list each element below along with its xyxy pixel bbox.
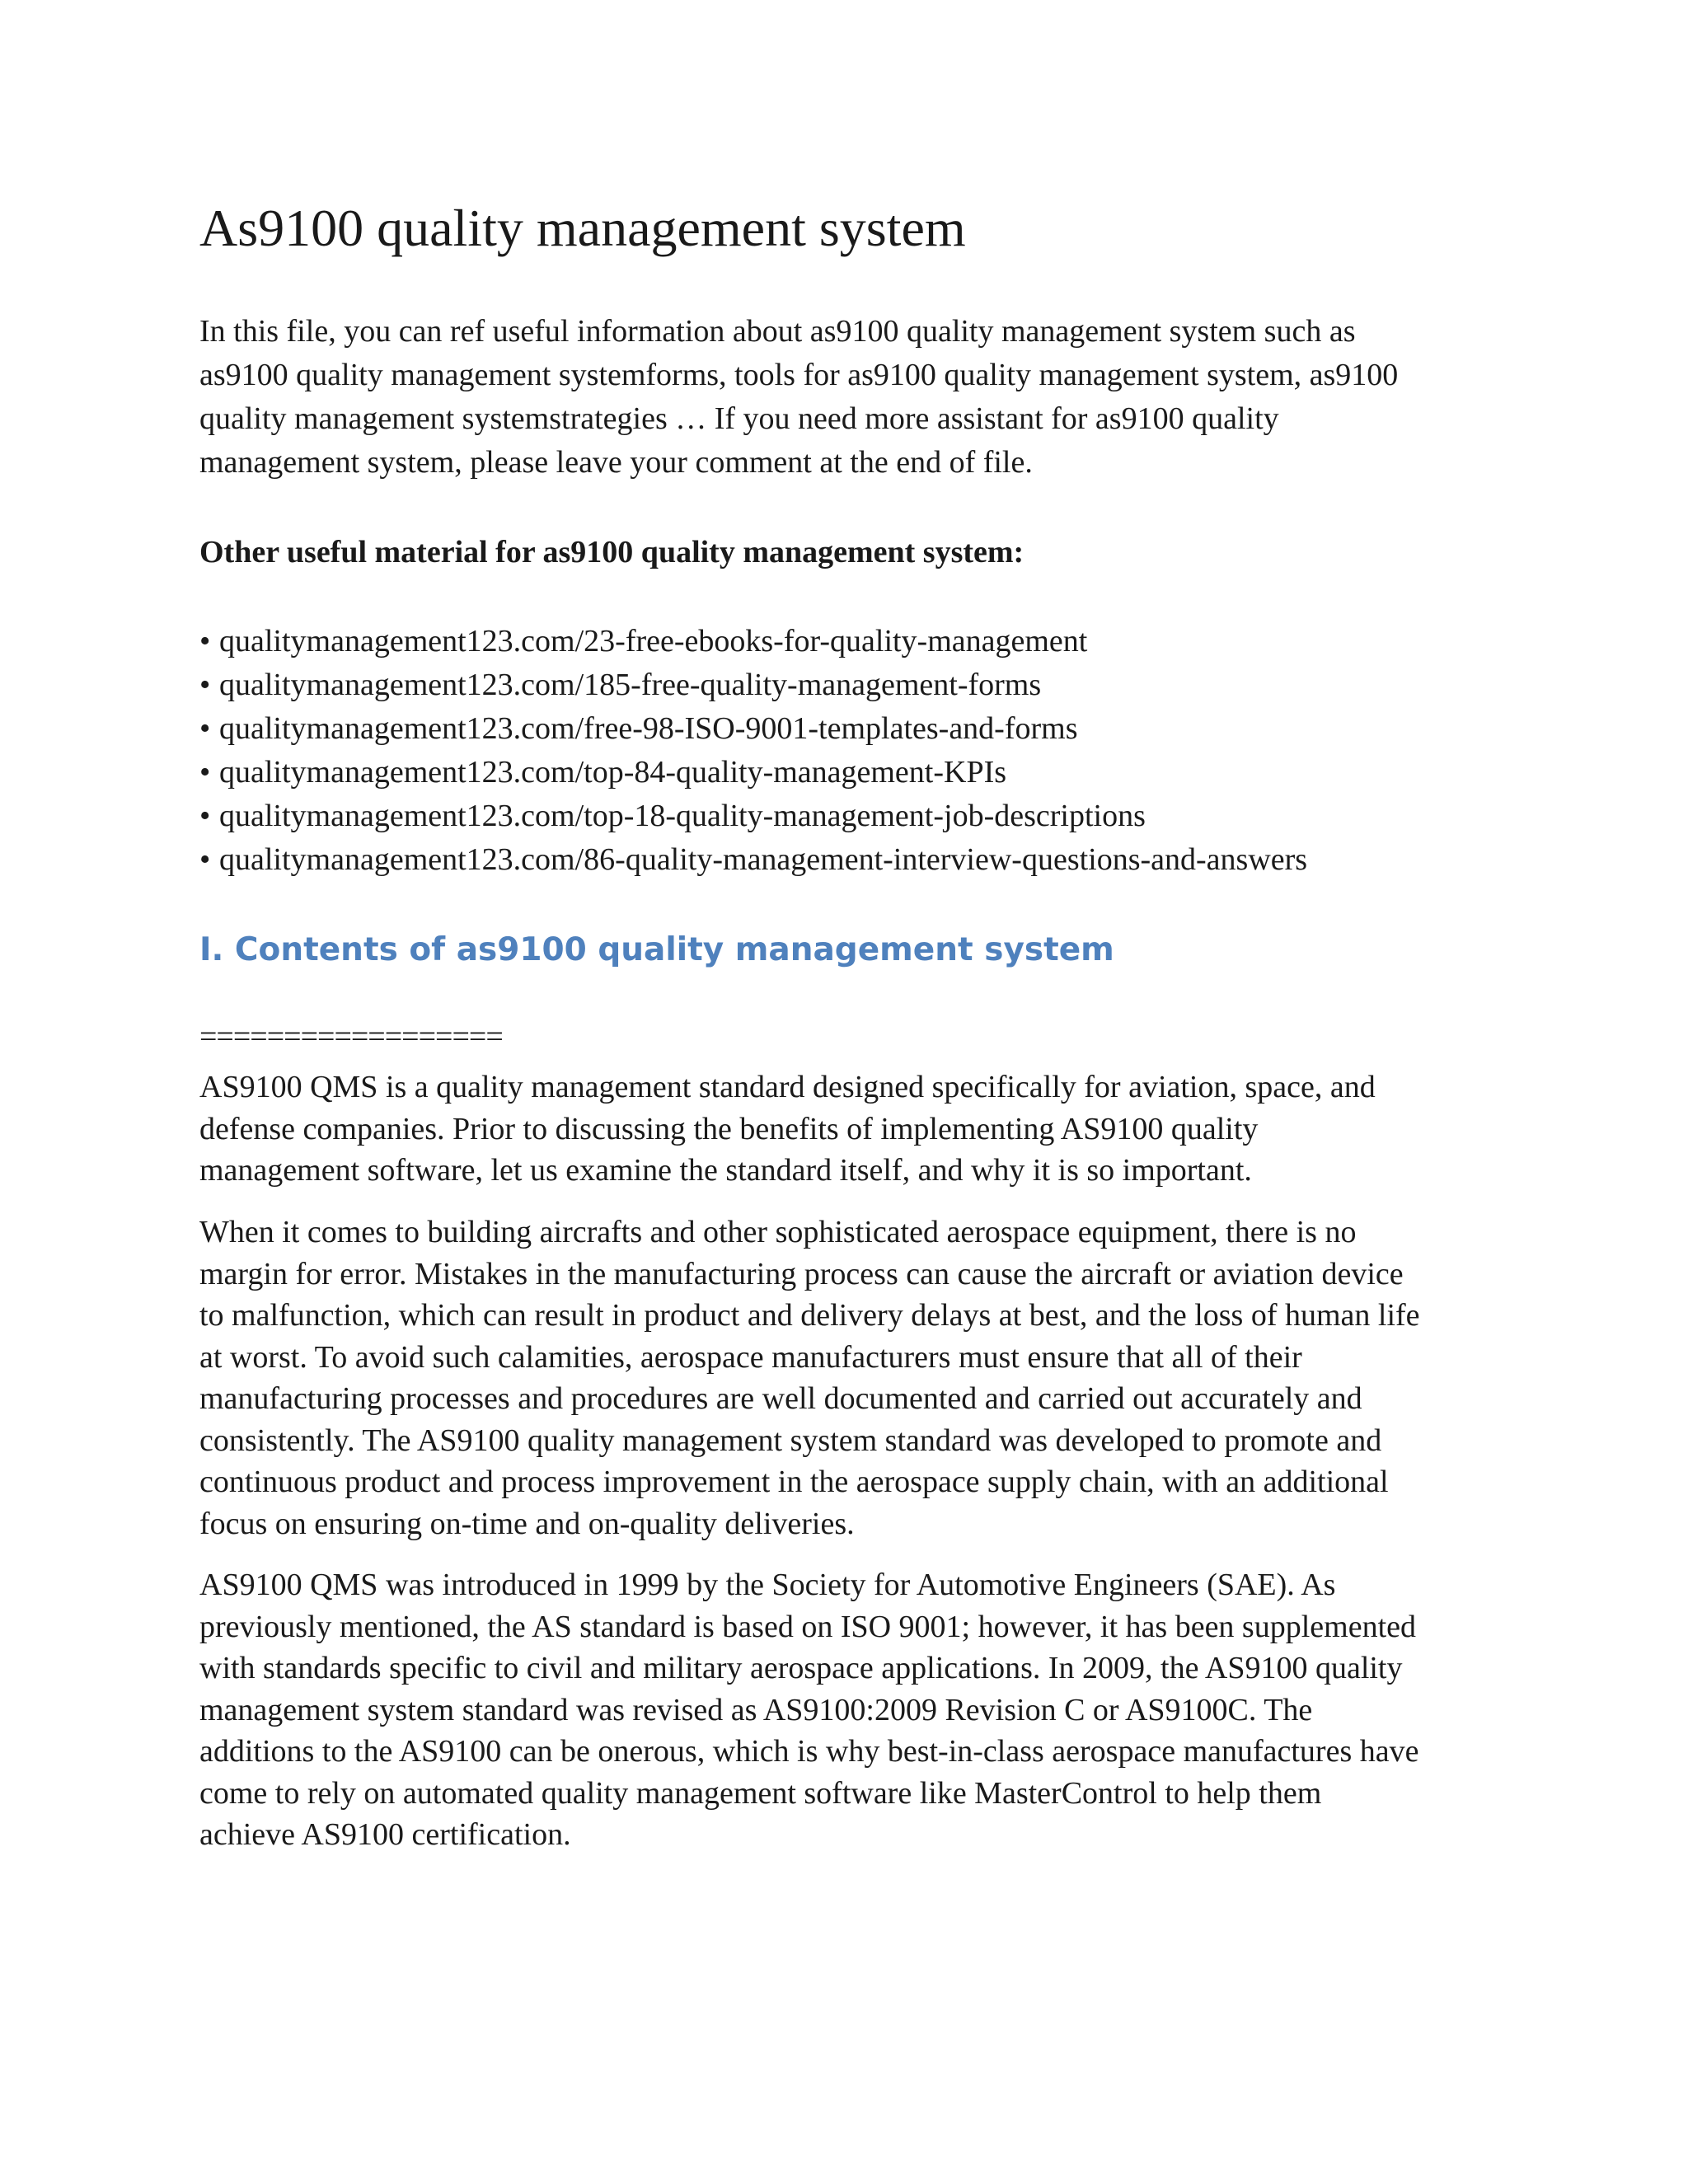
material-heading: Other useful material for as9100 quality management system: [199,535,1025,569]
material-link-list [199,620,1307,882]
intro-line: management system, please leave your comment at the end of file. [199,445,1033,480]
document-title: As9100 quality management system [199,199,966,257]
intro-line: as9100 quality management systemforms, tools for as9100 quality management system, as9100 [199,358,1399,392]
body-paragraph-2 [199,1212,1502,1544]
intro-paragraph [199,310,1502,485]
paragraph-line: AS9100 QMS was introduced in 1999 by the Society for Automotive Engineers (SAE). As [199,1568,1336,1602]
paragraph-line: previously mentioned, the AS standard is based on ISO 9001; however, it has been supplemented [199,1609,1416,1644]
intro-line: In this file, you can ref useful information about as9100 quality management system such as [199,314,1356,349]
material-link-text[interactable]: qualitymanagement123.com/free-98-ISO-9001-templates-and-forms [219,711,1078,746]
material-link-item[interactable] [199,794,1307,838]
paragraph-line: When it comes to building aircrafts and other sophisticated aerospace equipment, there is no [199,1215,1357,1249]
section-heading: I. Contents of as9100 quality management system [199,931,1114,968]
bullet-icon: • [199,842,211,877]
material-link-text[interactable]: qualitymanagement123.com/top-84-quality-management-KPIs [219,755,1007,790]
paragraph-line: with standards specific to civil and military aerospace applications. In 2009, the AS9100 quality [199,1651,1403,1685]
paragraph-line: defense companies. Prior to discussing the benefits of implementing AS9100 quality [199,1111,1259,1146]
material-link-text[interactable]: qualitymanagement123.com/23-free-ebooks-for-quality-management [219,624,1088,658]
bullet-icon: • [199,668,211,702]
paragraph-line: additions to the AS9100 can be onerous, which is why best-in-class aerospace manufactures have [199,1734,1419,1769]
body-paragraph-1 [199,1066,1502,1192]
intro-line: quality management systemstrategies … If you need more assistant for as9100 quality [199,401,1279,436]
paragraph-line: focus on ensuring on-time and on-quality deliveries. [199,1506,855,1541]
paragraph-line: margin for error. Mistakes in the manufacturing process can cause the aircraft or aviation device [199,1256,1404,1291]
paragraph-line: come to rely on automated quality management software like MasterControl to help them [199,1775,1322,1811]
paragraph-line: at worst. To avoid such calamities, aerospace manufacturers must ensure that all of their [199,1339,1302,1375]
material-link-text[interactable]: qualitymanagement123.com/86-quality-management-interview-questions-and-answers [219,842,1308,877]
paragraph-line: consistently. The AS9100 quality management system standard was developed to promote and [199,1422,1382,1458]
paragraph-line: achieve AS9100 certification. [199,1817,571,1852]
paragraph-line: manufacturing processes and procedures are well documented and carried out accurately and [199,1381,1362,1416]
material-link-item[interactable] [199,620,1307,663]
paragraph-line: to malfunction, which can result in product and delivery delays at best, and the loss of human life [199,1298,1420,1333]
material-link-text[interactable]: qualitymanagement123.com/top-18-quality-management-job-descriptions [219,799,1146,833]
separator-line: ================== [199,1019,503,1054]
bullet-icon: • [199,755,211,790]
paragraph-line: management system standard was revised as AS9100:2009 Revision C or AS9100C. The [199,1692,1313,1727]
material-link-item[interactable] [199,663,1307,707]
material-link-item[interactable] [199,751,1307,794]
body-paragraph-3 [199,1564,1502,1856]
bullet-icon: • [199,799,211,833]
material-link-item[interactable] [199,707,1307,751]
paragraph-line: continuous product and process improvement in the aerospace supply chain, with an additional [199,1465,1389,1499]
bullet-icon: • [199,711,211,746]
bullet-icon: • [199,624,211,658]
material-link-text[interactable]: qualitymanagement123.com/185-free-quality-management-forms [219,668,1042,702]
paragraph-line: management software, let us examine the standard itself, and why it is so important. [199,1153,1252,1188]
paragraph-line: AS9100 QMS is a quality management standard designed specifically for aviation, space, and [199,1070,1376,1104]
material-link-item[interactable] [199,838,1307,882]
